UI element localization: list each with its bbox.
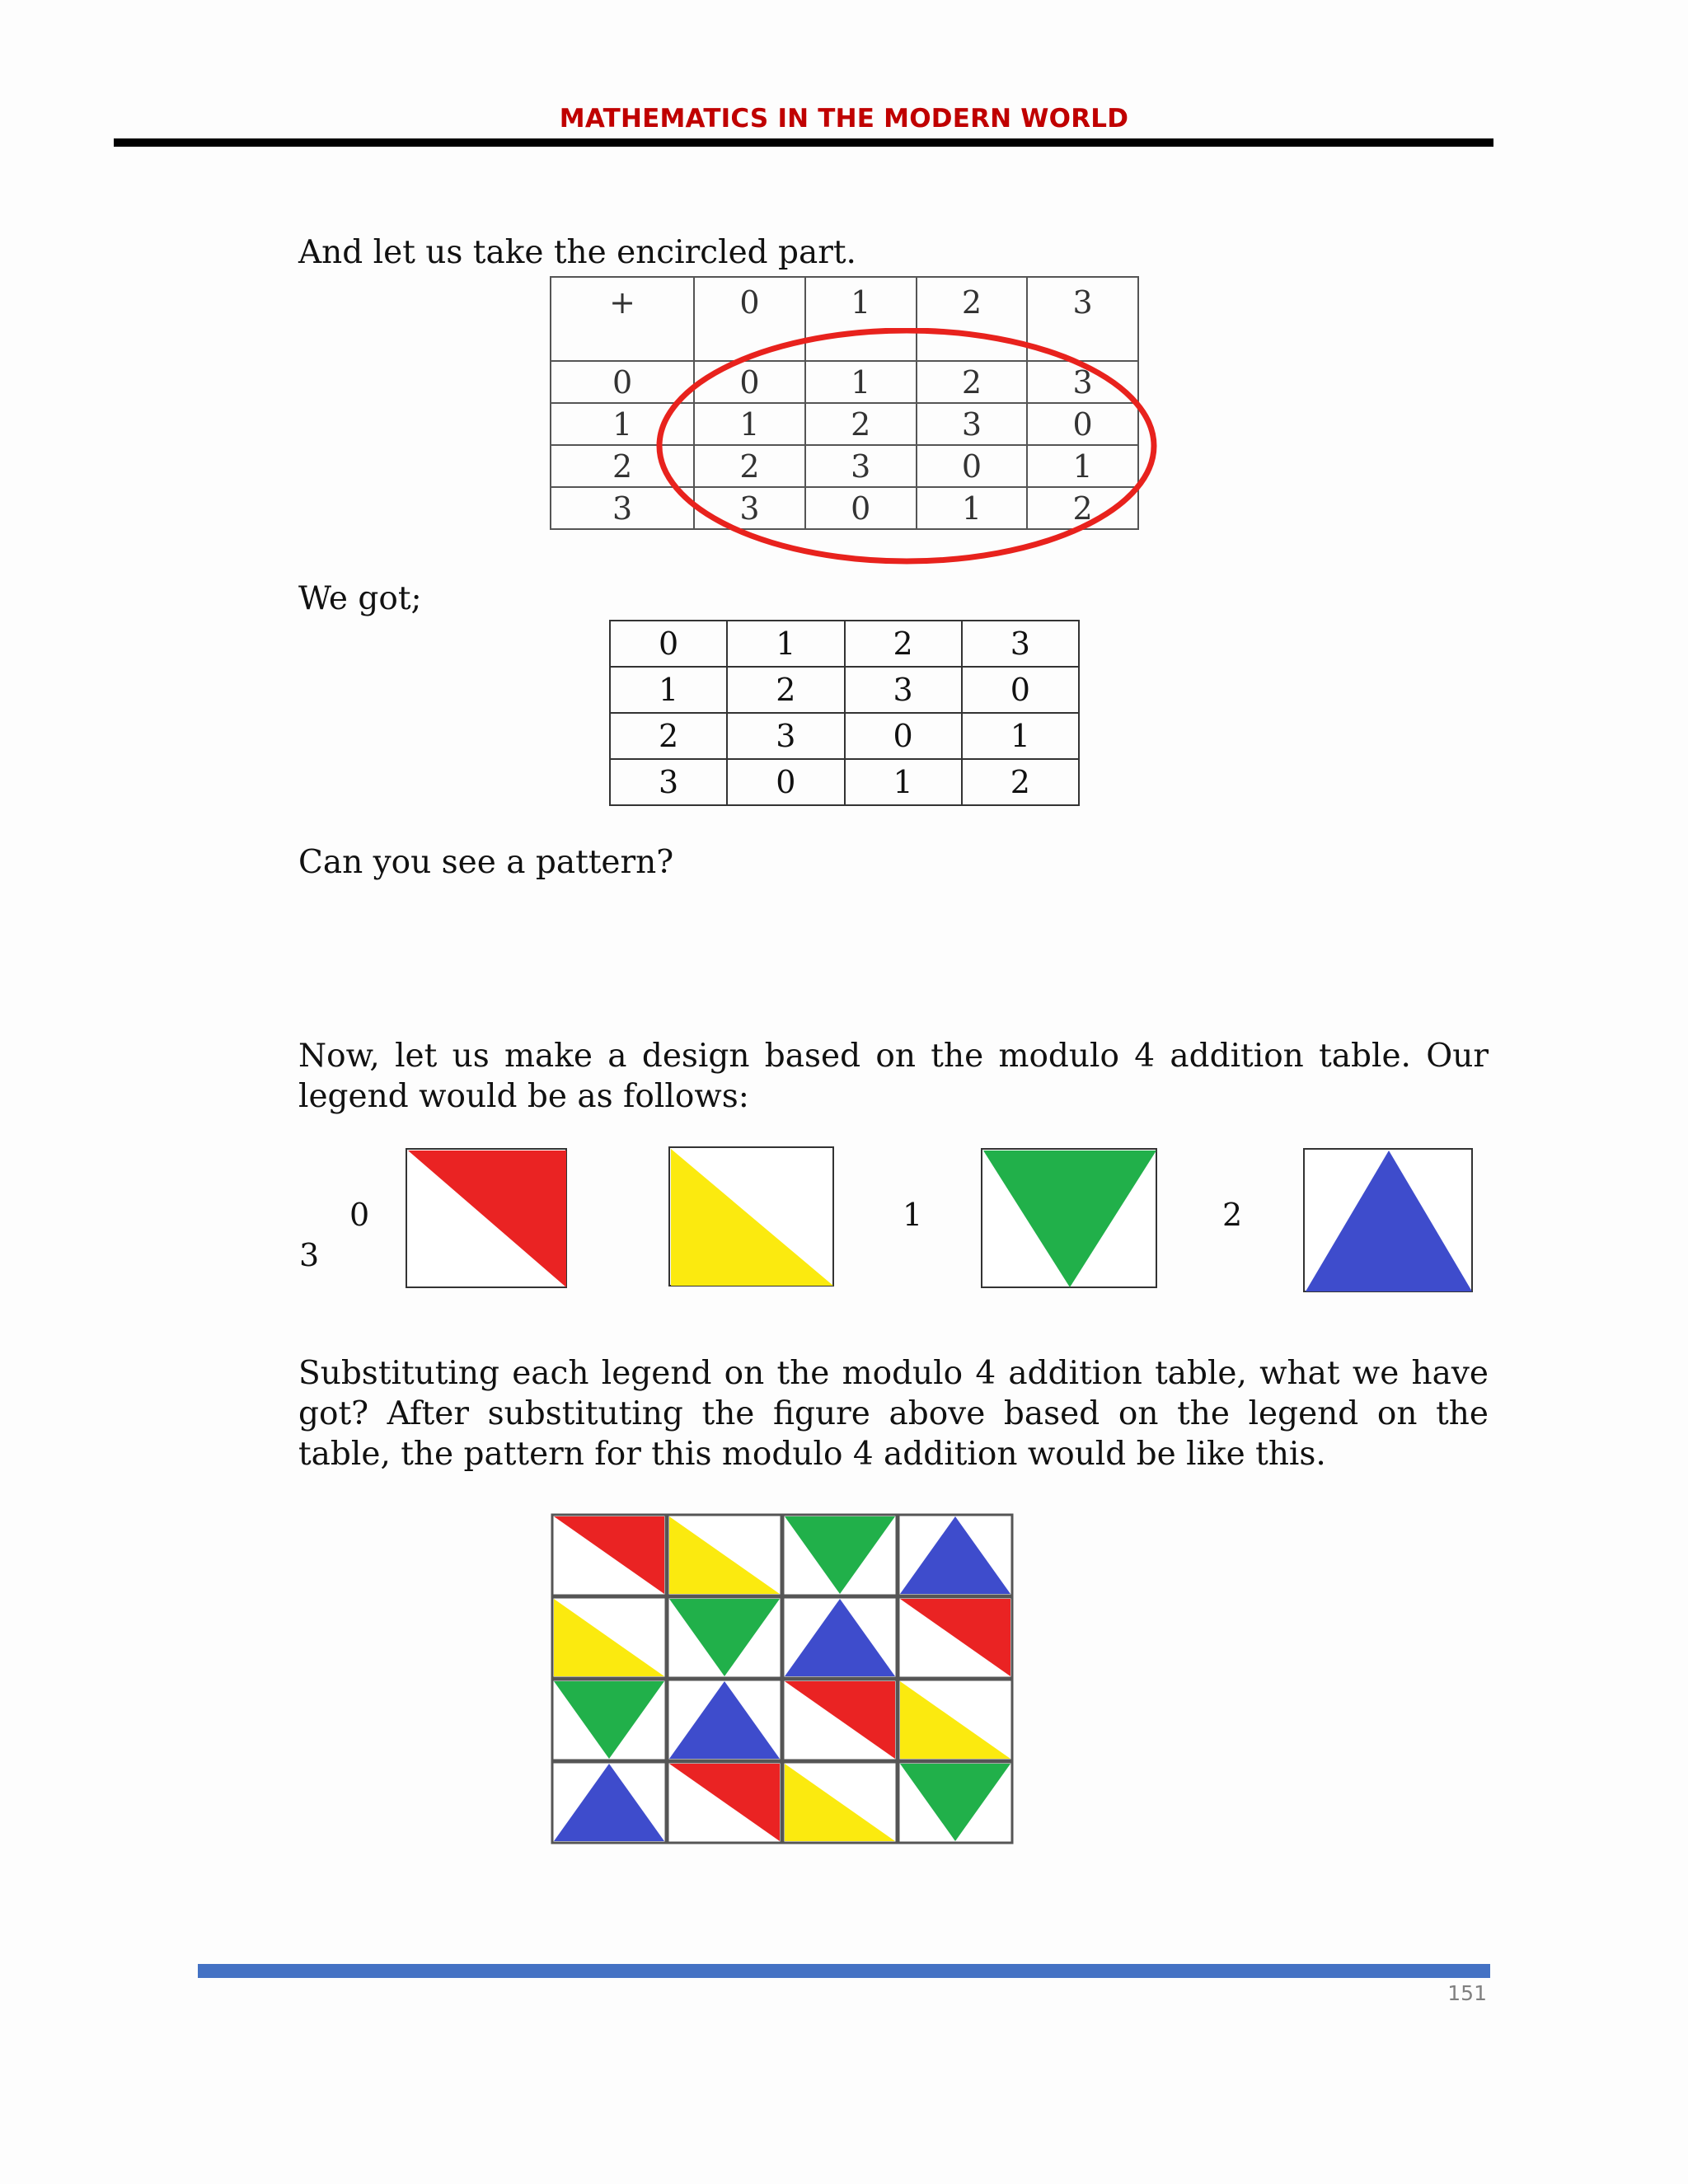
pattern-tile bbox=[783, 1680, 897, 1760]
pattern-tile bbox=[898, 1680, 1012, 1760]
table-cell: 1 bbox=[694, 403, 805, 445]
table-cell: 3 bbox=[1027, 277, 1138, 361]
result-table bbox=[609, 620, 1080, 806]
table-cell: 1 bbox=[1027, 445, 1138, 487]
pattern-tile bbox=[668, 1515, 781, 1596]
table-cell: 1 bbox=[551, 403, 694, 445]
table-cell: 3 bbox=[962, 621, 1079, 667]
pattern-tile bbox=[898, 1762, 1012, 1843]
table-cell: 1 bbox=[917, 487, 1028, 529]
pattern-tile bbox=[668, 1762, 781, 1843]
page-header-title: MATHEMATICS IN THE MODERN WORLD bbox=[559, 104, 1129, 134]
table-cell: + bbox=[551, 277, 694, 361]
encircle-oval bbox=[655, 328, 1166, 569]
table-cell: 3 bbox=[845, 667, 962, 713]
pattern-tile bbox=[898, 1597, 1012, 1678]
table-cell: 2 bbox=[694, 445, 805, 487]
table-cell: 0 bbox=[694, 277, 805, 361]
legend-label-1: 1 bbox=[903, 1197, 923, 1233]
table-cell: 0 bbox=[1027, 403, 1138, 445]
table-cell: 1 bbox=[805, 361, 917, 403]
legend-tile-0 bbox=[406, 1148, 569, 1290]
substitution-paragraph: Substituting each legend on the modulo 4 addition table, what we have got? After substituting the figure above based on the legend on the table, the pattern for this modulo 4 addition would be like this. bbox=[298, 1355, 1489, 1473]
table-cell: 0 bbox=[845, 713, 962, 759]
table-cell: 3 bbox=[551, 487, 694, 529]
pattern-tile bbox=[668, 1597, 781, 1678]
table-cell: 0 bbox=[917, 445, 1028, 487]
page-number: 151 bbox=[1447, 1981, 1487, 2005]
table-cell: 2 bbox=[962, 759, 1079, 805]
table-cell: 3 bbox=[694, 487, 805, 529]
table-cell: 0 bbox=[727, 759, 844, 805]
table-cell: 0 bbox=[805, 487, 917, 529]
legend-label-2: 2 bbox=[1222, 1197, 1243, 1233]
pattern-tile bbox=[668, 1680, 781, 1760]
table-cell: 0 bbox=[962, 667, 1079, 713]
table-cell: 1 bbox=[845, 759, 962, 805]
table-cell: 2 bbox=[805, 403, 917, 445]
table-cell: 1 bbox=[805, 277, 917, 361]
pattern-tile bbox=[783, 1515, 897, 1596]
table-cell: 1 bbox=[610, 667, 727, 713]
we-got-text: We got; bbox=[298, 580, 422, 617]
pattern-tile bbox=[783, 1762, 897, 1843]
footer-rule bbox=[198, 1964, 1490, 1978]
pattern-tile bbox=[552, 1680, 666, 1760]
table-cell: 2 bbox=[917, 277, 1028, 361]
table-cell: 2 bbox=[917, 361, 1028, 403]
table-cell: 3 bbox=[805, 445, 917, 487]
table-cell: 1 bbox=[727, 621, 844, 667]
pattern-tile bbox=[552, 1762, 666, 1843]
table-cell: 0 bbox=[610, 621, 727, 667]
design-intro-paragraph: Now, let us make a design based on the modulo 4 addition table. Our legend would be as follows: bbox=[298, 1038, 1489, 1115]
table-cell: 2 bbox=[551, 445, 694, 487]
table-row bbox=[610, 621, 1079, 667]
pattern-tile bbox=[898, 1515, 1012, 1596]
pattern-grid bbox=[551, 1513, 1020, 1849]
legend-tile-1 bbox=[668, 1146, 836, 1288]
pattern-tile bbox=[783, 1597, 897, 1678]
table-row bbox=[610, 667, 1079, 713]
table-cell: 0 bbox=[551, 361, 694, 403]
legend-label-3: 3 bbox=[299, 1237, 320, 1273]
table-cell: 3 bbox=[610, 759, 727, 805]
table-cell: 2 bbox=[845, 621, 962, 667]
pattern-tile bbox=[552, 1597, 666, 1678]
intro-text: And let us take the encircled part. bbox=[298, 234, 856, 271]
table-cell: 1 bbox=[962, 713, 1079, 759]
legend-tile-2 bbox=[981, 1148, 1159, 1290]
pattern-tile bbox=[552, 1515, 666, 1596]
legend-tile-3 bbox=[1303, 1148, 1475, 1294]
table-cell: 0 bbox=[694, 361, 805, 403]
table-row bbox=[610, 713, 1079, 759]
table-cell: 2 bbox=[610, 713, 727, 759]
legend-label-0: 0 bbox=[349, 1197, 370, 1233]
table-cell: 3 bbox=[917, 403, 1028, 445]
header-rule bbox=[114, 138, 1493, 147]
table-cell: 2 bbox=[727, 667, 844, 713]
table-cell: 2 bbox=[1027, 487, 1138, 529]
table-cell: 3 bbox=[1027, 361, 1138, 403]
table-cell: 3 bbox=[727, 713, 844, 759]
pattern-question-text: Can you see a pattern? bbox=[298, 844, 674, 881]
table-row bbox=[610, 759, 1079, 805]
